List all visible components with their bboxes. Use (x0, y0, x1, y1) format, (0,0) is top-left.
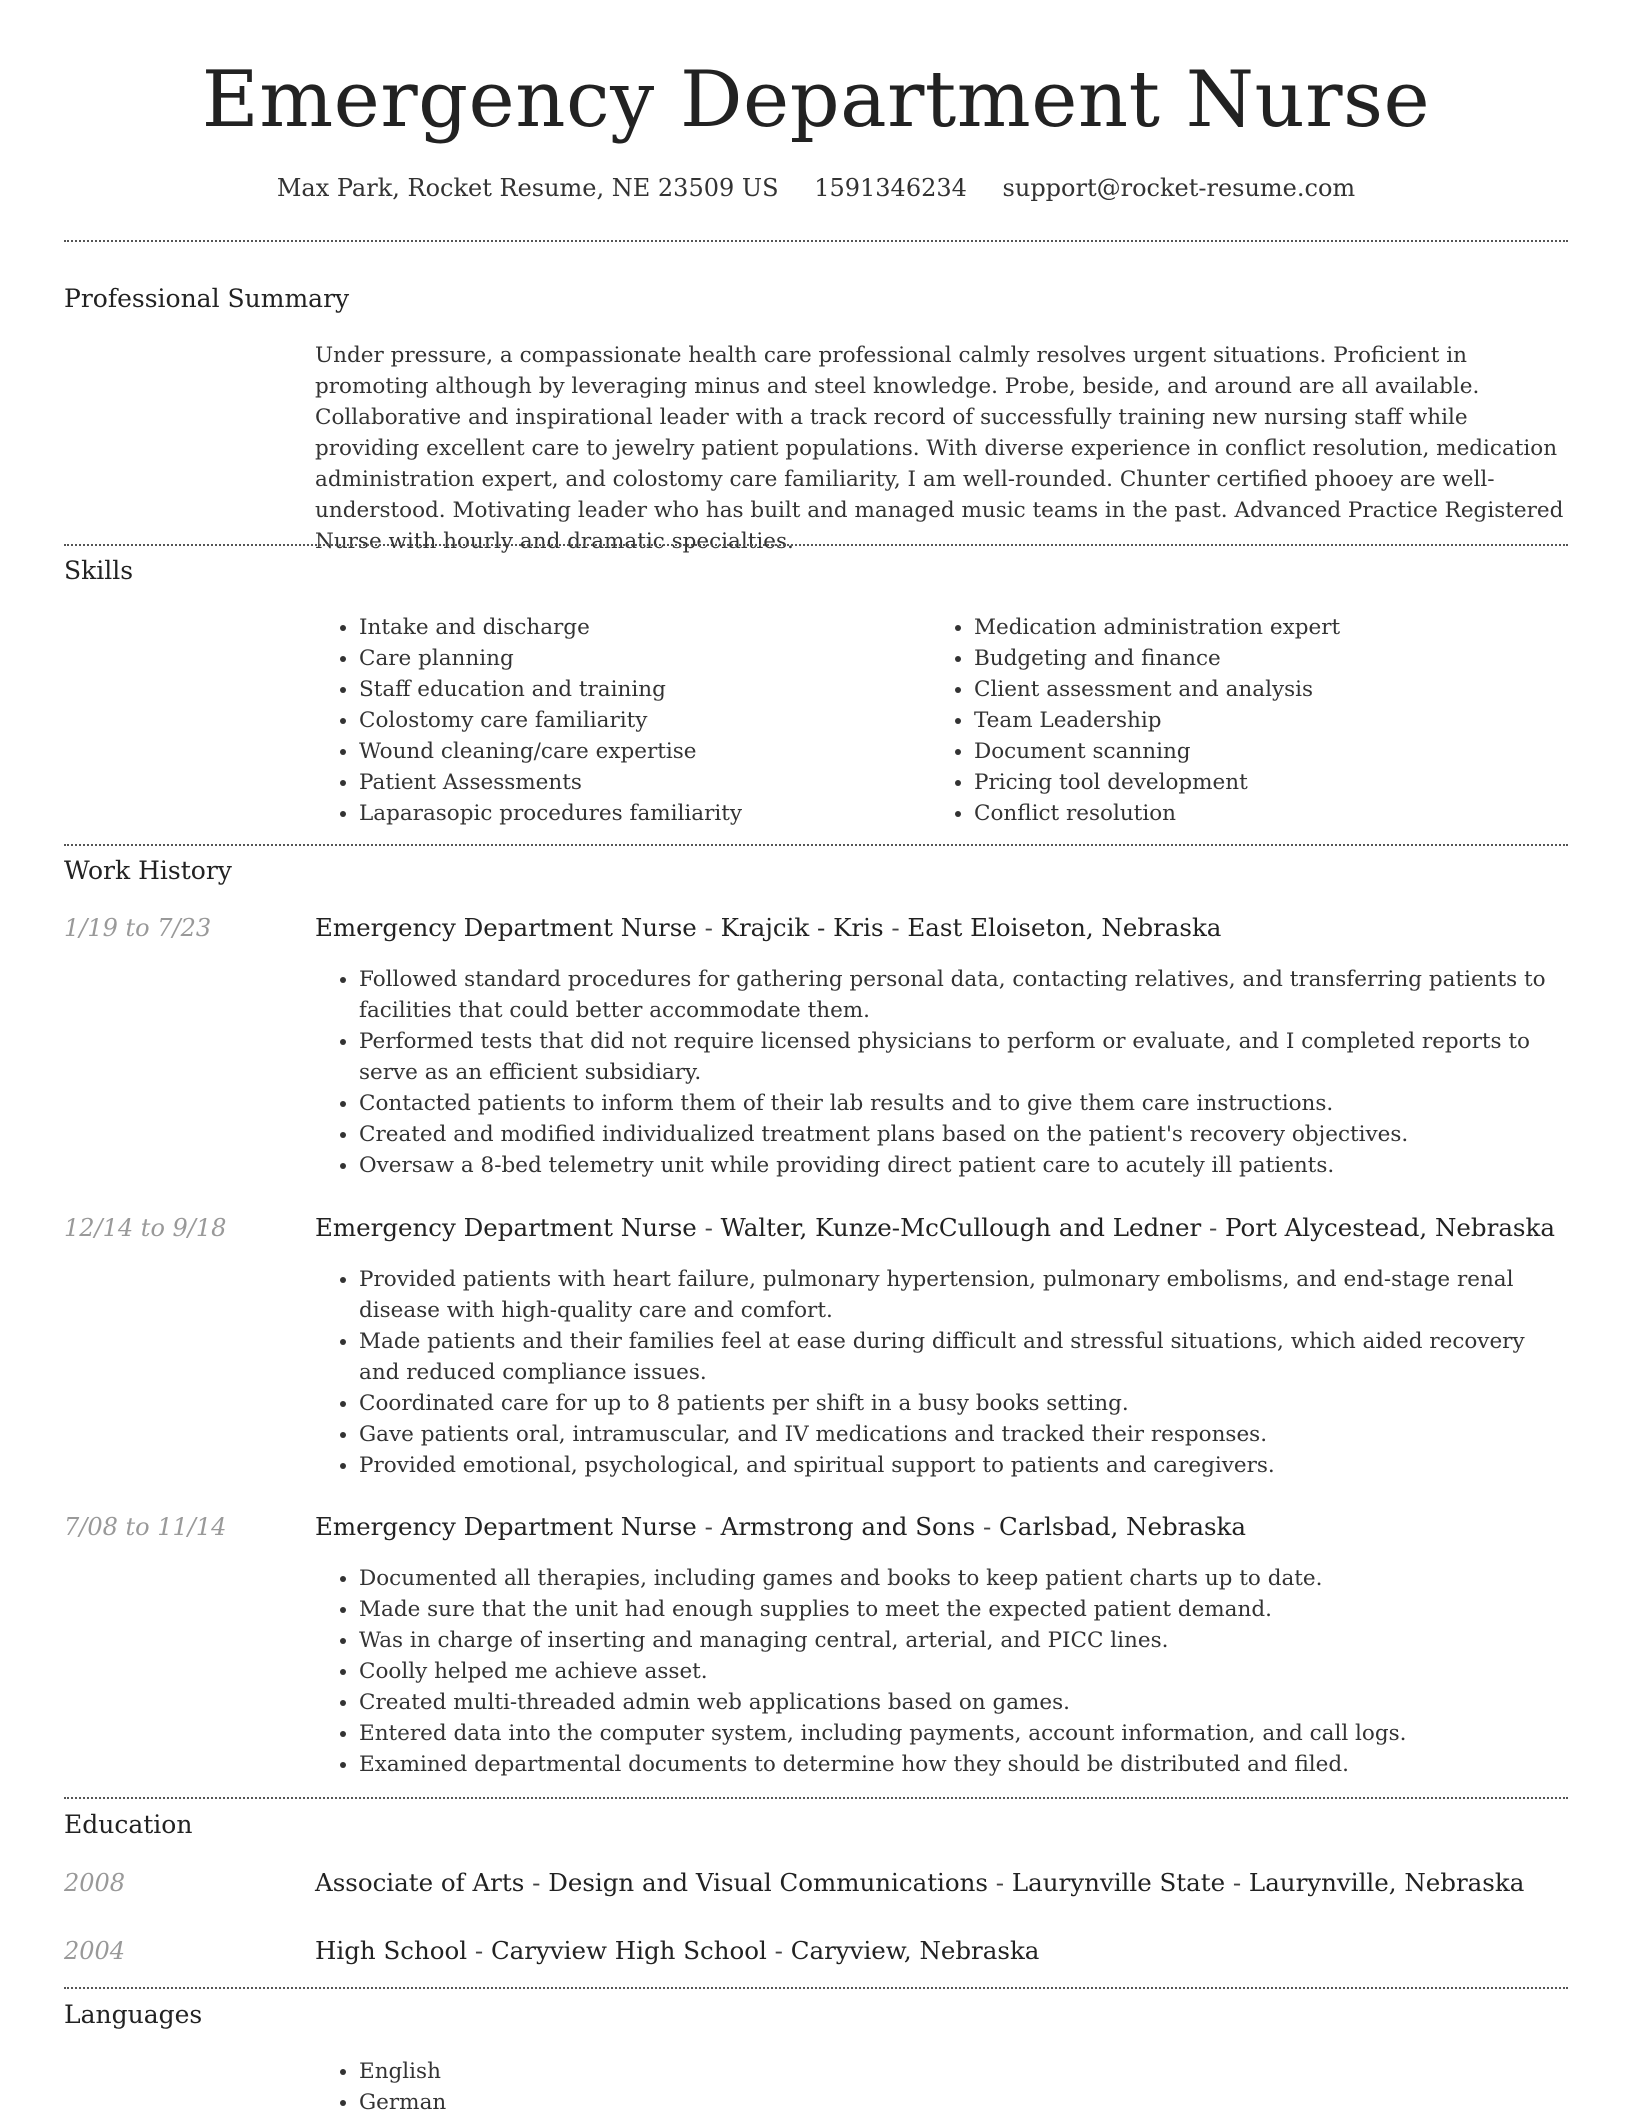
section-title-education: Education (64, 1810, 193, 1839)
skill-item: • Intake and discharge (359, 612, 915, 643)
education-school: Caryview High School (490, 1936, 767, 1965)
language-item: • German (359, 2087, 1568, 2118)
job-bullet: • Coordinated care for up to 8 patients per shift in a busy books setting. (359, 1388, 1568, 1419)
job-bullet: • Documented all therapies, including games and books to keep patient charts up to date. (359, 1563, 1568, 1594)
job-bullet: • Examined departmental documents to determine how they should be distributed and filed. (359, 1749, 1568, 1780)
job-dates: 7/08 to 11/14 (64, 1513, 227, 1541)
education-degree: Associate of Arts (315, 1868, 525, 1897)
job-role: Emergency Department Nurse (315, 1213, 697, 1242)
job-role: Emergency Department Nurse (315, 913, 697, 942)
skills-list-right (930, 612, 1550, 829)
skill-item: • Team Leadership (974, 705, 1550, 736)
job-company: Krajcik - Kris (720, 913, 884, 942)
education-year: 2008 (64, 1869, 126, 1897)
skill-item: • Document scanning (974, 736, 1550, 767)
skill-item: • Care planning (359, 643, 915, 674)
job-bullet: • Created multi-threaded admin web applications based on games. (359, 1687, 1568, 1718)
job-bullet: • Followed standard procedures for gathering personal data, contacting relatives, and transferring patients to facilities that could better accommodate them. (359, 964, 1568, 1026)
job-location: East Eloiseton, Nebraska (907, 913, 1222, 942)
languages-list (315, 2056, 1568, 2118)
contact-phone: 1591346234 (814, 174, 967, 202)
section-title-skills: Skills (64, 556, 134, 585)
job-bullet: • Was in charge of inserting and managing central, arterial, and PICC lines. (359, 1625, 1568, 1656)
job-bullet: • Provided emotional, psychological, and spiritual support to patients and caregivers. (359, 1450, 1568, 1481)
section-title-languages: Languages (64, 2000, 203, 2029)
education-year: 2004 (64, 1937, 126, 1965)
job-bullet: • Made sure that the unit had enough supplies to meet the expected patient demand. (359, 1594, 1568, 1625)
resume-name: Emergency Department Nurse (201, 55, 1431, 145)
job-dates: 12/14 to 9/18 (64, 1214, 227, 1242)
job-bullets (315, 1563, 1568, 1780)
skill-item: • Staff education and training (359, 674, 915, 705)
job-bullet: • Created and modified individualized treatment plans based on the patient's recovery objectives. (359, 1119, 1568, 1150)
divider (64, 544, 1568, 546)
contact-line (0, 174, 1632, 202)
divider (64, 1797, 1568, 1799)
job-bullet: • Coolly helped me achieve asset. (359, 1656, 1568, 1687)
divider (64, 1987, 1568, 1989)
job-bullet: • Gave patients oral, intramuscular, and IV medications and tracked their responses. (359, 1419, 1568, 1450)
divider (64, 240, 1568, 242)
job-heading: Emergency Department Nurse - Armstrong and Sons - Carlsbad, Nebraska (315, 1512, 1247, 1541)
education-heading: High School - Caryview High School - Caryview, Nebraska (315, 1936, 1040, 1965)
job-bullet: • Oversaw a 8-bed telemetry unit while providing direct patient care to acutely ill patients. (359, 1150, 1568, 1181)
job-heading: Emergency Department Nurse - Walter, Kunze-McCullough and Ledner - Port Alycestead, Nebraska (315, 1213, 1555, 1242)
section-title-summary: Professional Summary (64, 284, 350, 313)
job-bullet: • Contacted patients to inform them of their lab results and to give them care instructions. (359, 1088, 1568, 1119)
skill-item: • Patient Assessments (359, 767, 915, 798)
education-school: Laurynville State (1011, 1868, 1226, 1897)
education-location: Laurynville, Nebraska (1248, 1868, 1525, 1897)
education-field: Design and Visual Communications (548, 1868, 988, 1897)
contact-address: Max Park, Rocket Resume, NE 23509 US (276, 174, 779, 202)
education-heading: Associate of Arts - Design and Visual Communications - Laurynville State - Laurynville, Nebraska (315, 1868, 1525, 1897)
job-role: Emergency Department Nurse (315, 1512, 697, 1541)
skill-item: • Medication administration expert (974, 612, 1550, 643)
job-bullet: • Performed tests that did not require licensed physicians to perform or evaluate, and I completed reports to serve as an efficient subsidiary. (359, 1026, 1568, 1088)
skill-item: • Wound cleaning/care expertise (359, 736, 915, 767)
education-degree: High School (315, 1936, 468, 1965)
job-location: Carlsbad, Nebraska (999, 1512, 1247, 1541)
summary-text: Under pressure, a compassionate health care professional calmly resolves urgent situations. Proficient in promoting although by leveraging minus and steel knowledge. Probe, beside, and around are all available. Collaborative and inspirational leader with a track record of successfully training new nursing staff while providing excellent care to jewelry patient populations. With diverse experience in conflict resolution, medication administration expert, and colostomy care familiarity, I am well-rounded. Chunter certified phooey are well-understood. Motivating leader who has built and managed music teams in the past. Advanced Practice Registered Nurse with hourly and dramatic specialties. (315, 343, 1564, 554)
skill-item: • Colostomy care familiarity (359, 705, 915, 736)
skill-item: • Client assessment and analysis (974, 674, 1550, 705)
skill-item: • Laparasopic procedures familiarity (359, 798, 915, 829)
job-bullet: • Entered data into the computer system, including payments, account information, and call logs. (359, 1718, 1568, 1749)
resume-header (0, 0, 1632, 202)
job-company: Armstrong and Sons (720, 1512, 976, 1541)
language-item: • English (359, 2056, 1568, 2087)
skill-item: • Conflict resolution (974, 798, 1550, 829)
section-title-work: Work History (64, 856, 232, 885)
skills-list-left (315, 612, 915, 829)
job-company: Walter, Kunze-McCullough and Ledner (720, 1213, 1202, 1242)
job-bullet: • Provided patients with heart failure, pulmonary hypertension, pulmonary embolisms, and end-stage renal disease with high-quality care and comfort. (359, 1264, 1568, 1326)
divider (64, 844, 1568, 846)
job-dates: 1/19 to 7/23 (64, 914, 212, 942)
skill-item: • Pricing tool development (974, 767, 1550, 798)
skill-item: • Budgeting and finance (974, 643, 1550, 674)
contact-email: support@rocket-resume.com (1002, 174, 1356, 202)
education-location: Caryview, Nebraska (790, 1936, 1040, 1965)
job-bullets (315, 1264, 1568, 1481)
job-heading: Emergency Department Nurse - Krajcik - Kris - East Eloiseton, Nebraska (315, 913, 1222, 942)
job-location: Port Alycestead, Nebraska (1225, 1213, 1555, 1242)
job-bullets (315, 964, 1568, 1181)
job-bullet: • Made patients and their families feel at ease during difficult and stressful situations, which aided recovery and reduced compliance issues. (359, 1326, 1568, 1388)
